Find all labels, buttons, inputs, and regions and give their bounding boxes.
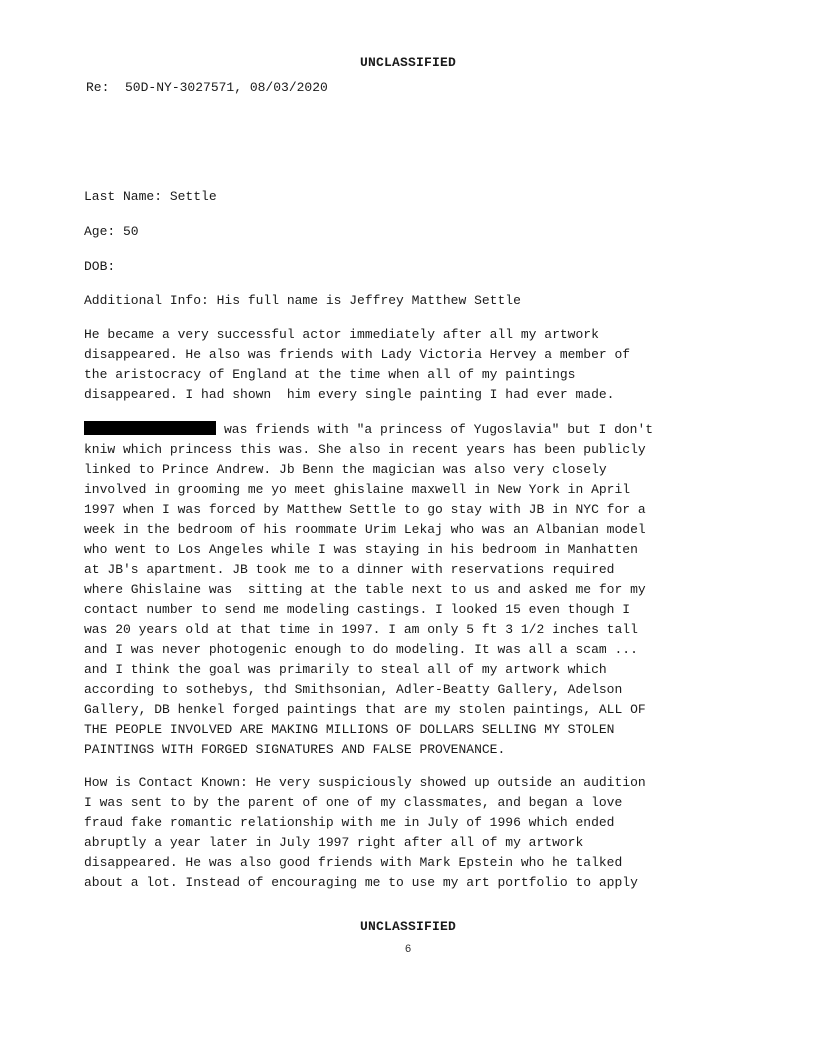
paragraph-line: disappeared. He also was friends with Lady Victoria Hervey a member of — [84, 347, 631, 362]
paragraph-line: He became a very successful actor immediately after all my artwork — [84, 327, 599, 342]
paragraph-line: I was sent to by the parent of one of my classmates, and began a love — [84, 795, 623, 810]
paragraph-line: 1997 when I was forced by Matthew Settle to go stay with JB in NYC for a — [84, 502, 646, 517]
additional-info-field: Additional Info: His full name is Jeffrey Matthew Settle — [84, 293, 521, 308]
last-name-field: Last Name: Settle — [84, 189, 217, 204]
paragraph-line: who went to Los Angeles while I was staying in his bedroom in Manhatten — [84, 542, 638, 557]
paragraph-contact-known — [84, 773, 734, 893]
paragraph-line: at JB's apartment. JB took me to a dinner with reservations required — [84, 562, 615, 577]
paragraph-line: contact number to send me modeling castings. I looked 15 even though I — [84, 602, 631, 617]
paragraph-line: about a lot. Instead of encouraging me to use my art portfolio to apply — [84, 875, 638, 890]
paragraph-line: where Ghislaine was sitting at the table next to us and asked me for my — [84, 582, 646, 597]
paragraph-line: and I think the goal was primarily to steal all of my artwork which — [84, 662, 607, 677]
page-number: 6 — [404, 944, 412, 956]
paragraph-maxwell — [84, 420, 734, 760]
age-field: Age: 50 — [84, 224, 139, 239]
paragraph-line: THE PEOPLE INVOLVED ARE MAKING MILLIONS OF DOLLARS SELLING MY STOLEN — [84, 722, 615, 737]
paragraph-line: involved in grooming me yo meet ghislaine maxwell in New York in April — [84, 482, 631, 497]
paragraph-line: disappeared. I had shown him every single painting I had ever made. — [84, 387, 615, 402]
paragraph-line: and I was never photogenic enough to do modeling. It was all a scam ... — [84, 642, 638, 657]
paragraph-line: fraud fake romantic relationship with me in July of 1996 which ended — [84, 815, 615, 830]
paragraph-line: How is Contact Known: He very suspiciously showed up outside an audition — [84, 775, 646, 790]
paragraph-line: the aristocracy of England at the time when all of my paintings — [84, 367, 576, 382]
paragraph-line: abruptly a year later in July 1997 right after all of my artwork — [84, 835, 584, 850]
paragraph-line: PAINTINGS WITH FORGED SIGNATURES AND FALSE PROVENANCE. — [84, 742, 506, 757]
paragraph-line: kniw which princess this was. She also in recent years has been publicly — [84, 442, 646, 457]
case-reference-line: Re: 50D-NY-3027571, 08/03/2020 — [86, 80, 328, 95]
paragraph-line-text: was friends with "a princess of Yugoslavia" but I don't — [224, 422, 654, 437]
footer-classification: UNCLASSIFIED — [359, 919, 456, 934]
paragraph-line: was 20 years old at that time in 1997. I am only 5 ft 3 1/2 inches tall — [84, 622, 638, 637]
paragraph-line: disappeared. He was also good friends with Mark Epstein who he talked — [84, 855, 623, 870]
dob-field: DOB: — [84, 259, 116, 274]
redaction-block — [84, 421, 216, 435]
paragraph-line: week in the bedroom of his roommate Urim Lekaj who was an Albanian model — [84, 522, 646, 537]
paragraph-actor — [84, 325, 734, 405]
paragraph-first-line — [84, 420, 734, 440]
paragraph-line: linked to Prince Andrew. Jb Benn the magician was also very closely — [84, 462, 607, 477]
paragraph-line: according to sothebys, thd Smithsonian, Adler-Beatty Gallery, Adelson — [84, 682, 623, 697]
header-classification: UNCLASSIFIED — [359, 55, 456, 70]
paragraph-line: Gallery, DB henkel forged paintings that are my stolen paintings, ALL OF — [84, 702, 646, 717]
